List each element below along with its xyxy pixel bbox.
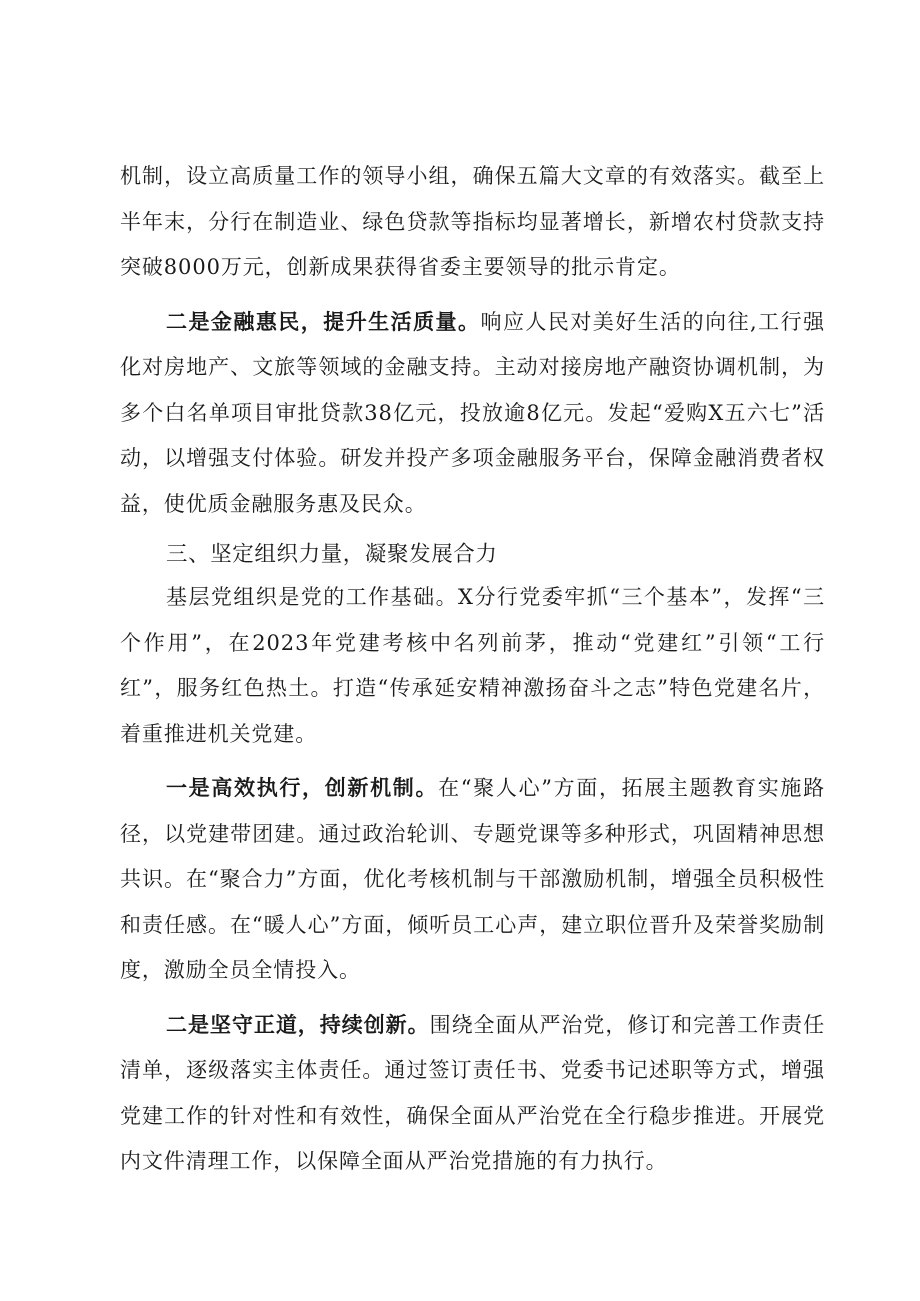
- paragraph-continuation: [120, 154, 825, 291]
- paragraph-lead: 二是金融惠民，提升生活质量。: [166, 308, 481, 334]
- paragraph-financial-benefit: [120, 299, 825, 528]
- paragraph-integrity-innovation: [120, 1002, 825, 1185]
- section-heading: 三、坚定组织力量，凝聚发展合力: [166, 542, 498, 567]
- paragraph-text: 响应人民对美好生活的向往,工行强化对房地产、文旅等领域的金融支持。主动对接房地产融资协调机制，为多个白名单项目审批贷款38亿元，投放逾8亿元。发起“爱购X五六七”活动，以增强支付体验。研发并投产多项金融服务平台，保障金融消费者权益，使优质金融服务惠及民众。: [120, 309, 825, 516]
- paragraph-text: 在“聚人心”方面，拓展主题教育实施路径，以党建带团建。通过政治轮训、专题党课等多种形式，巩固精神思想共识。在“聚合力”方面，优化考核机制与干部激励机制，增强全员积极性和责任感。在“暖人心”方面，倾听员工心声，建立职位晋升及荣誉奖励制度，激励全员全情投入。: [120, 776, 825, 982]
- paragraph-text: 基层党组织是党的工作基础。X分行党委牢抓“三个基本”，发挥“三个作用”，在2023年党建考核中名列前茅，推动“党建红”引领“工行红”，服务红色热土。打造“传承延安精神激扬奋斗之志”特色党建名片，着重推进机关党建。: [120, 585, 825, 746]
- paragraph-text: 围绕全面从严治党，修订和完善工作责任清单，逐级落实主体责任。通过签订责任书、党委书记述职等方式，增强党建工作的针对性和有效性，确保全面从严治党在全行稳步推进。开展党内文件清理工作，以保障全面从严治党措施的有力执行。: [120, 1012, 825, 1173]
- paragraph-lead: 二是坚守正道，持续创新。: [166, 1011, 430, 1037]
- paragraph-text: 机制，设立高质量工作的领导小组，确保五篇大文章的有效落实。截至上半年末，分行在制造业、绿色贷款等指标均显著增长，新增农村贷款支持突破8000万元，创新成果获得省委主要领导的批示肯定。: [120, 164, 825, 279]
- document-page: [120, 154, 825, 1185]
- paragraph-lead: 一是高效执行，创新机制。: [166, 775, 439, 800]
- paragraph-efficient-execution: [120, 765, 825, 994]
- paragraph-party-organization: [120, 575, 825, 757]
